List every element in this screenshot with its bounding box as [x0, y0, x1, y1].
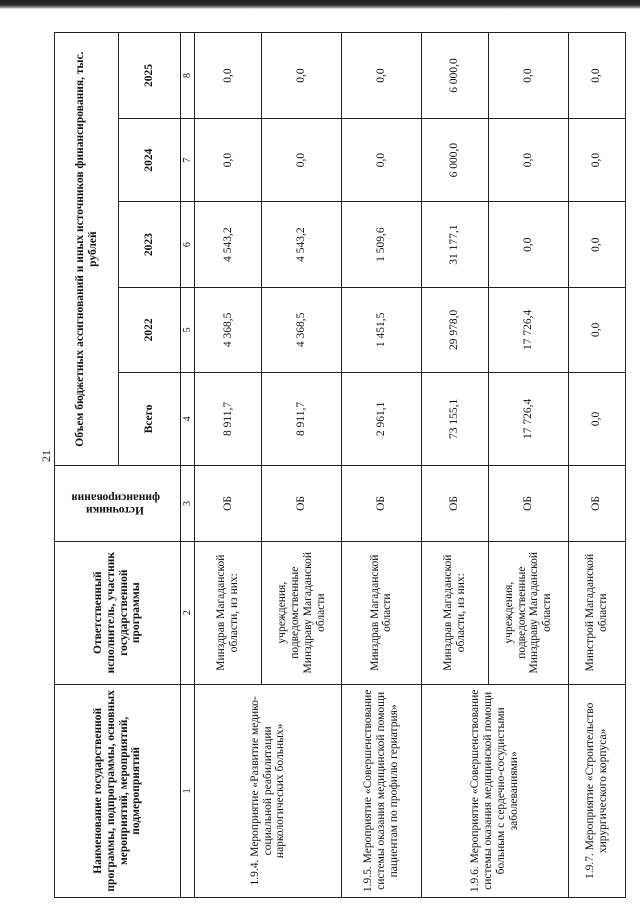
page-number: 21 [39, 450, 53, 462]
header-executor: Ответственный исполнитель, участник государственной программы [55, 541, 181, 684]
column-number: 7 [181, 118, 195, 201]
table-row [421, 33, 488, 898]
value-2023-cell: 4 543,2 [195, 202, 262, 288]
top-border-rule [0, 0, 640, 9]
value-2025-cell: 0,0 [489, 33, 569, 119]
total-cell: 8 911,7 [262, 372, 342, 466]
column-number: 6 [181, 202, 195, 288]
value-2023-cell: 0,0 [489, 202, 569, 288]
value-2025-cell: 0,0 [262, 33, 342, 119]
header-name: Наименование государственной программы, подпрограммы, основных мероприятий, мероприятий, подмероприятий [55, 684, 181, 897]
value-2022-cell: 0,0 [568, 288, 625, 373]
source-cell: ОБ [489, 466, 569, 541]
total-cell: 2 961,1 [342, 372, 422, 466]
value-2022-cell: 1 451,5 [342, 288, 422, 373]
executor-cell: Минздрав Магаданской области, из них: [421, 541, 488, 684]
executor-cell: Минздрав Магаданской области, из них: [195, 541, 262, 684]
source-cell: ОБ [262, 466, 342, 541]
value-2025-cell: 0,0 [342, 33, 422, 119]
value-2023-cell: 0,0 [568, 202, 625, 288]
executor-cell: учреждения, подведомственные Минздраву Магаданской области [489, 541, 569, 684]
value-2024-cell: 0,0 [262, 118, 342, 201]
value-2025-cell: 0,0 [568, 33, 625, 119]
measure-name: 1.9.5. Мероприятие «Совершенствование системы оказания медицинской помощи пациентам по профилю гериатрия» [342, 684, 422, 897]
value-2024-cell: 0,0 [489, 118, 569, 201]
column-number: 1 [181, 684, 195, 897]
source-cell: ОБ [195, 466, 262, 541]
header-volume: Объем бюджетных ассигнований и иных источников финансирования, тыс. рублей [55, 33, 119, 466]
value-2022-cell: 29 978,0 [421, 288, 488, 373]
header-year-2024: 2024 [119, 118, 181, 201]
source-cell: ОБ [568, 466, 625, 541]
source-cell: ОБ [421, 466, 488, 541]
value-2024-cell: 0,0 [568, 118, 625, 201]
budget-table [54, 32, 626, 898]
table-row [195, 33, 262, 898]
value-2022-cell: 4 368,5 [195, 288, 262, 373]
measure-name: 1.9.4. Мероприятие «Развитие медико-социальной реабилитации наркологических больных» [195, 684, 342, 897]
value-2025-cell: 0,0 [195, 33, 262, 119]
column-number: 8 [181, 33, 195, 119]
executor-cell: учреждения, подведомственные Минздраву Магаданской области [262, 541, 342, 684]
value-2023-cell: 1 509,6 [342, 202, 422, 288]
value-2024-cell: 0,0 [195, 118, 262, 201]
header-total: Всего [119, 372, 181, 466]
value-2023-cell: 4 543,2 [262, 202, 342, 288]
header-year-2023: 2023 [119, 202, 181, 288]
header-year-2025: 2025 [119, 33, 181, 119]
column-number: 5 [181, 288, 195, 373]
value-2022-cell: 17 726,4 [489, 288, 569, 373]
measure-name: 1.9.7. Мероприятие «Строительство хирургического корпуса» [568, 684, 625, 897]
value-2025-cell: 6 000,0 [421, 33, 488, 119]
table-row [568, 33, 625, 898]
header-source: Источники финансирования [55, 466, 181, 541]
total-cell: 73 155,1 [421, 372, 488, 466]
column-number: 3 [181, 466, 195, 541]
column-number: 2 [181, 541, 195, 684]
executor-cell: Минздрав Магаданской области [342, 541, 422, 684]
table-row [342, 33, 422, 898]
total-cell: 0,0 [568, 372, 625, 466]
column-number: 4 [181, 372, 195, 466]
value-2023-cell: 31 177,1 [421, 202, 488, 288]
value-2024-cell: 0,0 [342, 118, 422, 201]
source-cell: ОБ [342, 466, 422, 541]
executor-cell: Минстрой Магаданской области [568, 541, 625, 684]
value-2024-cell: 6 000,0 [421, 118, 488, 201]
total-cell: 17 726,4 [489, 372, 569, 466]
value-2022-cell: 4 368,5 [262, 288, 342, 373]
total-cell: 8 911,7 [195, 372, 262, 466]
header-year-2022: 2022 [119, 288, 181, 373]
measure-name: 1.9.6. Мероприятие «Совершенствование системы оказания медицинской помощи больным с сердечно-сосудистыми заболеваниями» [421, 684, 568, 897]
rotated-table-frame [54, 32, 626, 898]
